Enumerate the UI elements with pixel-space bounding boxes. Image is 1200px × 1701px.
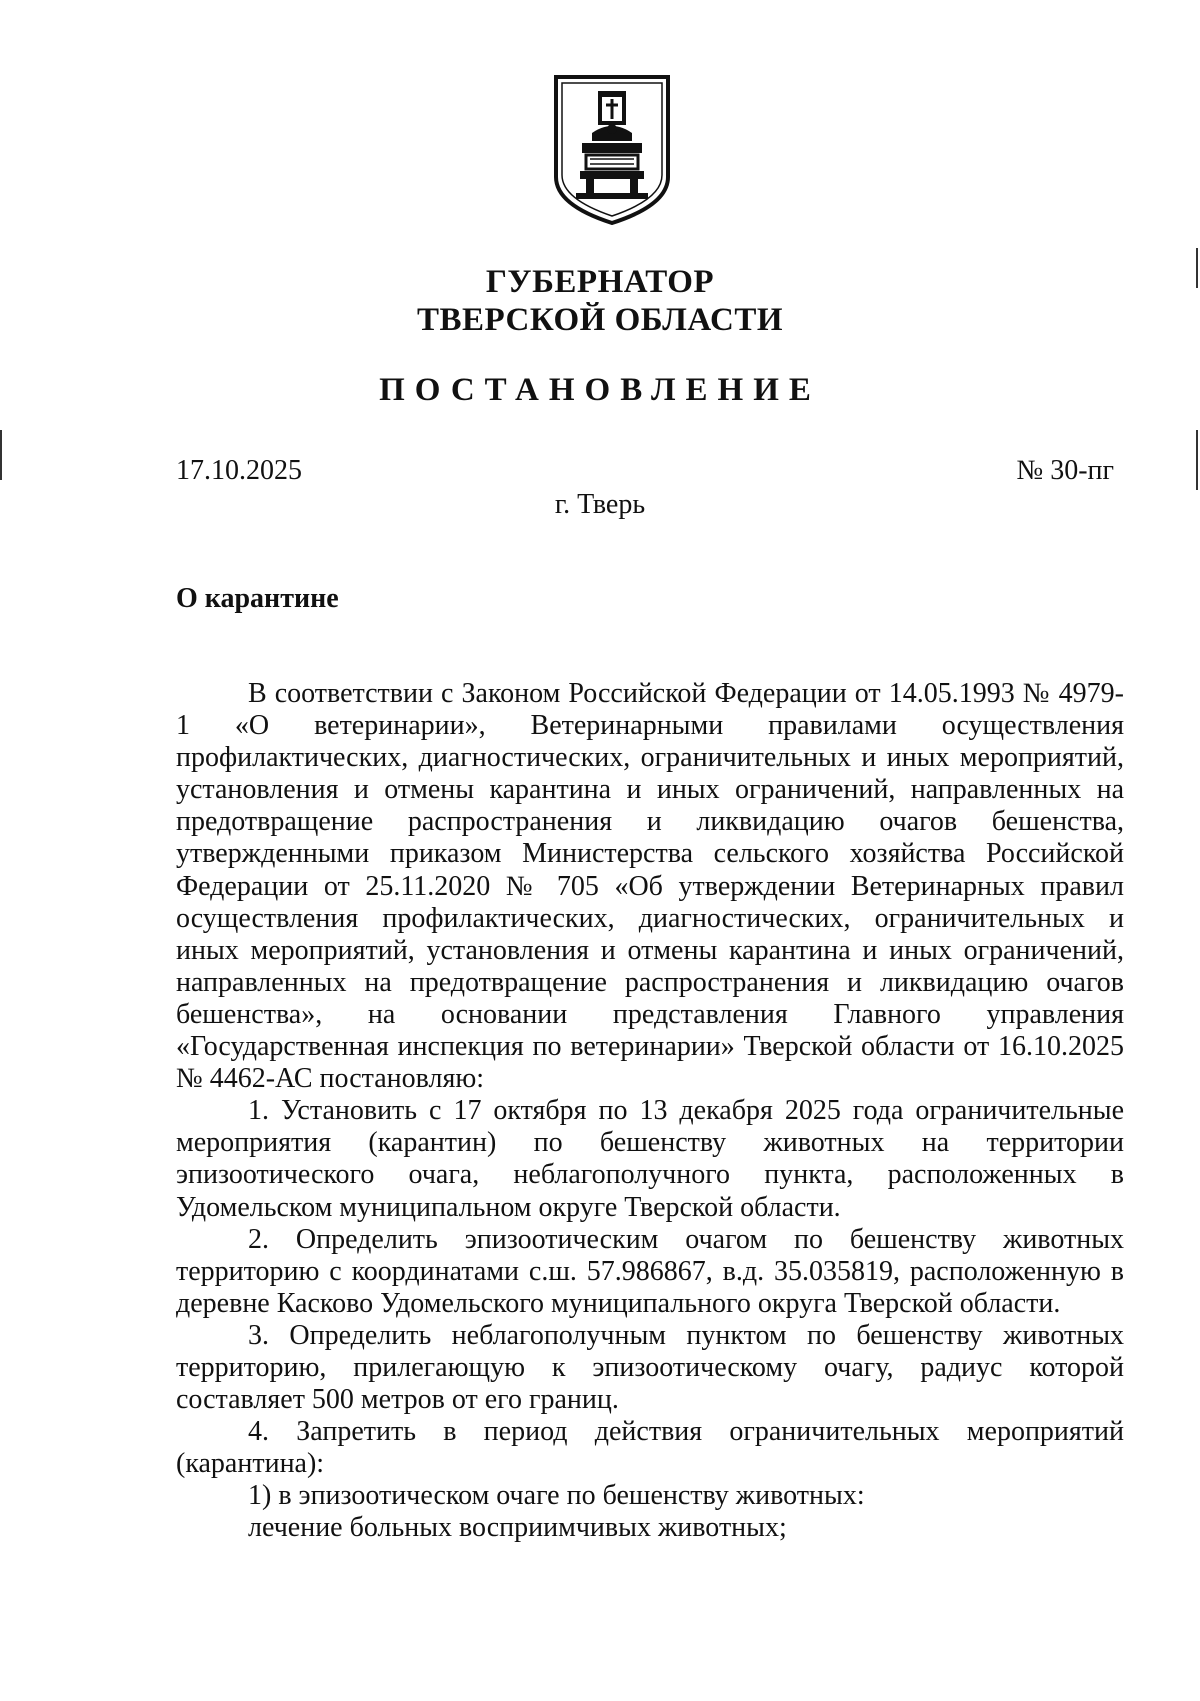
coat-of-arms-icon [552, 73, 672, 225]
document-body [176, 678, 1124, 1545]
clause-2: 2. Определить эпизоотическим очагом по бешенству животных территорию с координатами с.ш. 57.986867, в.д. 35.035819, расположенную в деревне Касково Удомельского муниципального округа Тверской области. [176, 1223, 1124, 1319]
document-number: № 30-пг [1016, 455, 1114, 486]
document-type: ПОСТАНОВЛЕНИЕ [379, 372, 821, 408]
scan-edge-mark [1196, 430, 1198, 490]
document-subject: О карантине [176, 583, 339, 614]
document-city: г. Тверь [554, 489, 646, 520]
scan-edge-mark [0, 430, 2, 480]
clause-3: 3. Определить неблагополучным пунктом по бешенству животных территорию, прилегающую к эпизоотическому очагу, радиус которой составляет 500 метров от его границ. [176, 1319, 1124, 1416]
subclause-4-1-item: лечение больных восприимчивых животных; [248, 1512, 787, 1544]
authority-title: ГУБЕРНАТОР [485, 264, 715, 300]
authority-region: ТВЕРСКОЙ ОБЛАСТИ [416, 302, 784, 338]
clause-1: 1. Установить с 17 октября по 13 декабря 2025 года ограничительные мероприятия (карантин) по бешенству животных на территории эпизоотического очага, неблагополучного пункта, расположенных в Удомельском муниципальном округе Тверской области. [176, 1095, 1124, 1223]
subclause-4-1: 1) в эпизоотическом очаге по бешенству животных: [248, 1480, 865, 1512]
clause-4: 4. Запретить в период действия ограничительных мероприятий (карантина): [176, 1416, 1124, 1480]
document-date: 17.10.2025 [176, 455, 302, 486]
scan-edge-mark [1196, 248, 1198, 288]
preamble-paragraph: В соответствии с Законом Российской Федерации от 14.05.1993 № 4979-1 «О ветеринарии», Ветеринарными правилами осуществления профилактических, диагностических, ограничительных и иных мероприятий, установления и отмены карантина и иных ограничений, направленных на предотвращение распространения и ликвидацию очагов бешенства, утвержденными приказом Министерства сельского хозяйства Российской Федерации от 25.11.2020 № 705 «Об утверждении Ветеринарных правил осуществления профилактических, диагностических, ограничительных и иных мероприятий, установления и отмены карантина и иных ограничений, направленных на предотвращение распространения и ликвидацию очагов бешенства», на основании представления Главного управления «Государственная инспекция по ветеринарии» Тверской области от 16.10.2025 № 4462-АС постановляю: [176, 678, 1124, 1095]
